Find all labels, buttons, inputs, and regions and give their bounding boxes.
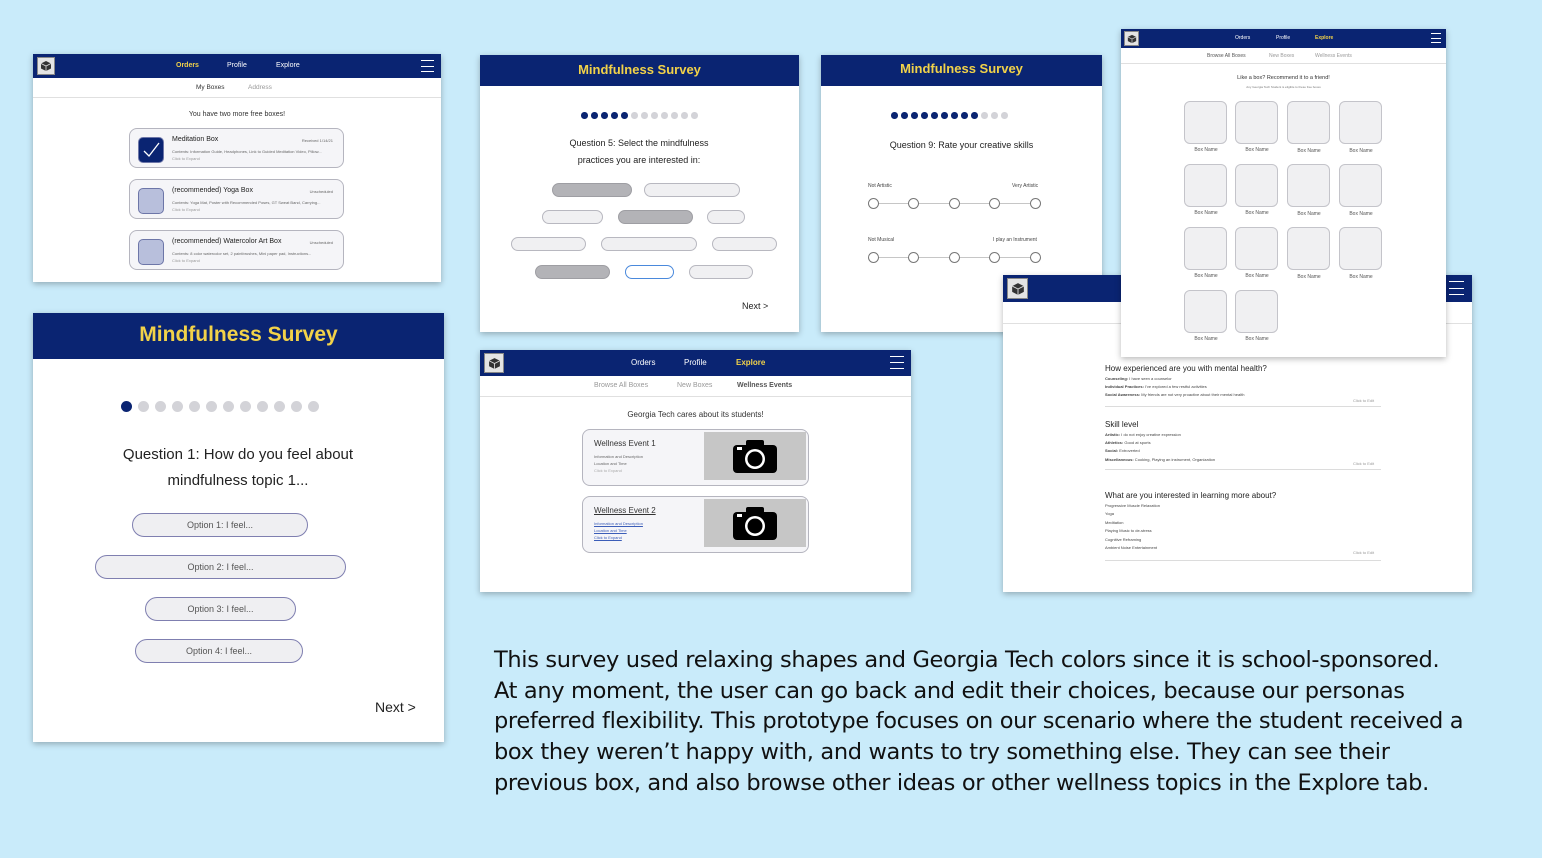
box-title: (recommended) Watercolor Art Box [172,238,282,245]
wellness-events-screen [480,350,911,592]
box-status: Unscheduled [309,240,333,245]
progress-dots [581,112,698,119]
box-name-label: Box Name [1349,148,1373,154]
box-contents: Contents: Yoga Mat, Poster with Recommended Poses, GT Sweat Band, Carrying... [172,200,321,205]
event-image [704,499,806,547]
camera-icon [732,505,778,541]
box-thumb [138,239,164,265]
menu-icon[interactable] [1449,281,1464,295]
box-name-label: Box Name [1194,210,1218,216]
app-logo[interactable] [1124,31,1139,46]
survey-q5-screen [480,55,799,332]
events-intro: Georgia Tech cares about its students! [627,410,764,419]
profile-line: Progressive Muscle Relaxation [1105,503,1160,508]
box-name-label: Box Name [1194,336,1218,342]
option-2-button[interactable]: Option 2: I feel... [95,555,346,579]
progress-dot [961,112,968,119]
tab-new-boxes[interactable]: New Boxes [677,382,713,389]
profile-line: Yoga [1105,511,1114,516]
profile-line: Social Awareness: My friends are not very proactive about their mental health [1105,392,1245,397]
survey-q1-screen [33,313,444,742]
next-button[interactable]: Next > [742,301,769,311]
progress-dot [991,112,998,119]
profile-line: Ambient Noise Entertainment [1105,545,1158,550]
event-info: Information and Description [594,454,643,459]
profile-line: Athletics: Good at sports [1105,440,1151,445]
nav-orders[interactable]: Orders [176,62,199,69]
progress-dots [891,112,1008,119]
practice-chip[interactable] [601,237,697,251]
rating-radio[interactable] [989,252,1000,263]
rating-radio[interactable] [949,252,960,263]
progress-dot [223,401,234,412]
progress-dot [911,112,918,119]
menu-icon[interactable] [421,60,434,72]
profile-line: Individual Practices: I've explored a few restful activities [1105,384,1207,389]
box-tile[interactable] [1287,101,1330,144]
event-card[interactable] [582,429,809,486]
box-tile[interactable] [1235,290,1278,333]
progress-dot [308,401,319,412]
section-heading: How experienced are you with mental health? [1105,364,1267,373]
tab-address[interactable]: Address [248,84,272,91]
prototype-description: This survey used relaxing shapes and Georgia Tech colors since it is school-sponsored. At any moment, the user can go back and edit their choices, because our personas preferred flexibility. This prototype focuses on our scenario where the student received a box they weren’t happy with, and wants to try something else. They can see their previous box, and also browse other ideas or other wellness topics in the Explore tab. [494,647,1464,796]
tab-new-boxes[interactable]: New Boxes [1269,53,1295,59]
menu-icon[interactable] [890,356,904,369]
box-name-label: Box Name [1297,148,1321,154]
expand-link[interactable]: Click to Expand [594,468,622,473]
progress-dot [981,112,988,119]
box-icon [40,60,52,72]
box-contents: Contents: Information Guide, Headphones, Link to Guided Meditation Video, Pillow... [172,149,322,154]
nav-explore[interactable]: Explore [276,62,300,69]
free-boxes-notice: You have two more free boxes! [188,111,286,118]
box-name-label: Box Name [1245,336,1269,342]
box-name-label: Box Name [1245,273,1269,279]
tab-my-boxes[interactable]: My Boxes [196,84,225,91]
rating-radio[interactable] [908,252,919,263]
sub-tabs [33,78,441,98]
survey-title: Mindfulness Survey [33,313,444,359]
box-name-label: Box Name [1245,147,1269,153]
event-title: Wellness Event 2 [594,506,656,515]
browse-boxes-screen [1121,29,1446,357]
question-text: Question 1: How do you feel about mindfulness topic 1... [122,446,354,489]
box-tile[interactable] [1235,227,1278,270]
option-3-button[interactable]: Option 3: I feel... [145,597,296,621]
progress-dot [931,112,938,119]
progress-dot [951,112,958,119]
practice-chip[interactable] [689,265,753,279]
progress-dot [274,401,285,412]
event-title: Wellness Event 1 [594,439,656,448]
box-tile[interactable] [1339,101,1382,144]
progress-dot [581,112,588,119]
progress-dot [941,112,948,119]
nav-explore[interactable]: Explore [736,358,766,367]
practice-chip[interactable] [625,265,674,279]
progress-dots [121,401,319,412]
question-text: Question 5: Select the mindfulness practices you are interested in: [569,138,709,165]
progress-dot [891,112,898,119]
practice-chip[interactable] [542,210,603,224]
profile-line: Miscellaneous: Cooking, Playing an instrument, Organization [1105,457,1216,462]
progress-dot [206,401,217,412]
expand-link[interactable]: Click to Expand [172,258,200,263]
option-1-button[interactable]: Option 1: I feel... [132,513,308,537]
progress-dot [971,112,978,119]
event-location: Location and Time [594,528,627,533]
box-tile[interactable] [1184,164,1227,207]
survey-title: Mindfulness Survey [480,55,799,86]
app-logo[interactable] [37,57,55,75]
menu-icon[interactable] [1431,33,1441,43]
profile-line: Social: Extroverted [1105,448,1140,453]
tab-browse-all[interactable]: Browse All Boxes [1207,53,1246,59]
progress-dot [240,401,251,412]
box-tile[interactable] [1287,227,1330,270]
progress-dot [661,112,668,119]
box-card-watercolor[interactable] [129,230,344,270]
box-icon [488,357,501,370]
rating-radio[interactable] [989,198,1000,209]
practice-chip[interactable] [511,237,586,251]
recommend-prompt: Like a box? Recommend it to a friend! [1237,75,1330,81]
box-tile[interactable] [1184,290,1227,333]
box-name-label: Box Name [1245,210,1269,216]
box-tile[interactable] [1339,164,1382,207]
question-text: Question 9: Rate your creative skills [889,140,1034,150]
box-name-label: Box Name [1297,274,1321,280]
progress-dot [138,401,149,412]
box-tile[interactable] [1287,164,1330,207]
progress-dot [155,401,166,412]
box-card-meditation[interactable] [129,128,344,168]
practice-chip[interactable] [618,210,693,224]
tab-browse-all[interactable]: Browse All Boxes [594,382,649,389]
event-info: Information and Description [594,521,643,526]
next-button[interactable]: Next > [375,699,416,715]
checkmark-icon [141,140,161,160]
box-name-label: Box Name [1194,273,1218,279]
box-tile[interactable] [1339,227,1382,270]
box-thumb [138,137,164,163]
profile-line: Cognitive Reframing [1105,537,1142,542]
progress-dot [189,401,200,412]
progress-dot [601,112,608,119]
rating-radio[interactable] [949,198,960,209]
box-tile[interactable] [1184,227,1227,270]
event-location: Location and Time [594,461,627,466]
scale-min-label: Not Artistic [868,183,892,189]
section-heading: What are you interested in learning more about? [1105,491,1277,500]
box-contents: Contents: 8 color watercolor set, 2 paintbrushes, Mini paper pad, Instructions... [172,251,312,256]
box-icon [1011,282,1025,296]
box-tile[interactable] [1184,101,1227,144]
rating-radio[interactable] [868,252,879,263]
orders-screen [33,54,441,282]
progress-dot [651,112,658,119]
practice-chip[interactable] [644,183,740,197]
progress-dot [631,112,638,119]
rating-radio[interactable] [908,198,919,209]
top-navbar [480,350,911,376]
profile-line: Playing Music to de-stress [1105,528,1152,533]
app-logo[interactable] [1007,278,1028,299]
event-image [704,432,806,480]
sub-tabs [1121,48,1446,64]
practice-chip[interactable] [712,237,777,251]
scale-min-label: Not Musical [868,237,895,243]
progress-dot [901,112,908,119]
box-tile[interactable] [1235,101,1278,144]
event-card[interactable] [582,496,809,553]
eligibility-note: Any Georgia Tech Student is eligible to these free boxes [1246,85,1321,89]
progress-dot [172,401,183,412]
expand-link[interactable]: Click to Expand [172,207,200,212]
practice-chip[interactable] [707,210,745,224]
box-status: Unscheduled [309,189,333,194]
practice-chip[interactable] [535,265,610,279]
box-name-label: Box Name [1349,211,1373,217]
progress-dot [641,112,648,119]
sub-tabs [480,376,911,397]
box-name-label: Box Name [1349,274,1373,280]
nav-profile[interactable]: Profile [684,358,707,367]
camera-icon [732,438,778,474]
tab-wellness-events[interactable]: Wellness Events [737,382,793,389]
box-status: Received 1/14/21 [301,138,333,143]
divider [1105,560,1381,561]
progress-dot [121,401,132,412]
progress-dot [257,401,268,412]
progress-dot [1001,112,1008,119]
top-navbar [33,54,441,78]
nav-profile[interactable]: Profile [227,62,247,69]
rating-radio[interactable] [868,198,879,209]
section-heading: Skill level [1105,420,1139,429]
rating-radio[interactable] [1030,198,1041,209]
practice-chip[interactable] [552,183,632,197]
box-title: Meditation Box [172,136,219,143]
divider [1105,406,1381,407]
edit-link[interactable]: Click to Edit [1353,550,1375,555]
profile-line: Meditation [1105,520,1124,525]
profile-line: Counseling: I have seen a counselor [1105,376,1172,381]
rating-radio[interactable] [1030,252,1041,263]
progress-dot [691,112,698,119]
profile-line: Artistic: I do not enjoy creative expression [1105,432,1181,437]
box-thumb [138,188,164,214]
edit-link[interactable]: Click to Edit [1353,398,1375,403]
progress-dot [671,112,678,119]
scale-max-label: I play an Instrument [993,237,1037,243]
box-tile[interactable] [1235,164,1278,207]
progress-dot [291,401,302,412]
nav-profile[interactable]: Profile [1276,35,1291,41]
box-icon [1127,34,1137,44]
survey-title: Mindfulness Survey [821,55,1102,86]
expand-link[interactable]: Click to Expand [594,535,622,540]
progress-dot [921,112,928,119]
expand-link[interactable]: Click to Expand [172,156,200,161]
edit-link[interactable]: Click to Edit [1353,461,1375,466]
box-card-yoga[interactable] [129,179,344,219]
tab-wellness-events[interactable]: Wellness Events [1315,53,1352,59]
box-name-label: Box Name [1194,147,1218,153]
divider [1105,469,1381,470]
scale-max-label: Very Artistic [1012,183,1039,189]
box-name-label: Box Name [1297,211,1321,217]
progress-dot [611,112,618,119]
nav-orders[interactable]: Orders [631,358,656,367]
progress-dot [591,112,598,119]
nav-explore[interactable]: Explore [1315,35,1334,41]
progress-dot [621,112,628,119]
box-title: (recommended) Yoga Box [172,187,253,194]
app-logo[interactable] [484,353,504,373]
top-navbar [1121,29,1446,48]
nav-orders[interactable]: Orders [1235,35,1251,41]
progress-dot [681,112,688,119]
option-4-button[interactable]: Option 4: I feel... [135,639,303,663]
